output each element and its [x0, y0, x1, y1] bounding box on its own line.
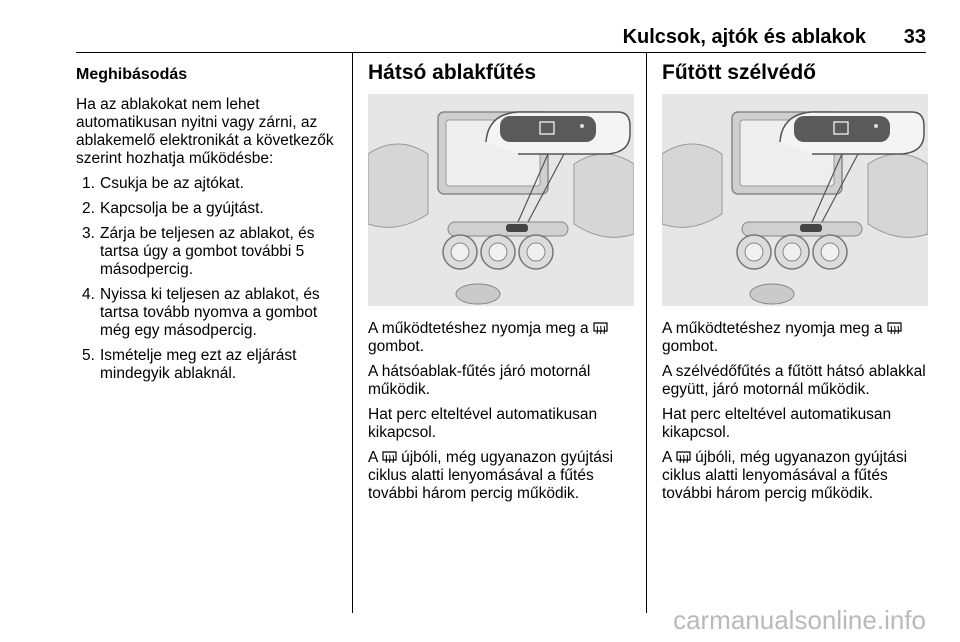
paragraph: A hátsóablak-fűtés járó motornál működik.: [368, 363, 591, 398]
watermark: carmanualsonline.info: [673, 605, 926, 635]
paragraph: Hat perc elteltével automatikusan kikapcsol.: [662, 406, 892, 441]
header-rule: [76, 52, 926, 53]
rear-window-heating-icon: [593, 322, 608, 336]
page-header: [76, 26, 926, 52]
paragraph: Hat perc elteltével automatikusan kikapcsol.: [368, 406, 598, 441]
paragraph: A szélvédőfűtés a fűtött hátsó ablakkal együtt, járó motornál működik.: [662, 363, 926, 398]
paragraph: A újbóli, még ugyanazon gyújtási ciklus alatti lenyomásával a fűtés további három percig működik.: [368, 449, 614, 502]
rear-window-heating-icon: [887, 322, 902, 336]
paragraph: A újbóli, még ugyanazon gyújtási ciklus alatti lenyomásával a fűtés további három percig működik.: [662, 449, 908, 502]
column-divider: [646, 53, 647, 613]
column-rear-window-heating: [368, 62, 634, 510]
paragraph: A működtetéshez nyomja meg a gombot.: [662, 320, 928, 356]
rear-window-heating-icon: [382, 451, 397, 465]
steps-list: [76, 175, 348, 383]
list-item: 1. Csukja be az ajtókat.: [82, 175, 244, 192]
list-item: 3. Zárja be teljesen az ablakot, és tartsa úgy a gombot további 5 másodpercig.: [82, 225, 315, 278]
dashboard-illustration: [368, 94, 634, 306]
column-divider: [352, 53, 353, 613]
list-item: 4. Nyissa ki teljesen az ablakot, és tartsa tovább nyomva a gombot még egy másodpercig.: [82, 286, 320, 339]
header-title: Kulcsok, ajtók és ablakok: [622, 26, 866, 48]
subheading-malfunction: Meghibásodás: [76, 66, 188, 83]
section-heading: Fűtött szélvédő: [662, 61, 817, 84]
rear-window-heating-icon: [676, 451, 691, 465]
dashboard-illustration: [662, 94, 928, 306]
column-heated-windscreen: [662, 62, 928, 510]
list-item: 5. Ismételje meg ezt az eljárást mindegyik ablaknál.: [82, 347, 297, 382]
page-number: 33: [903, 26, 926, 48]
section-heading: Hátsó ablakfűtés: [368, 61, 537, 84]
intro-paragraph: Ha az ablakokat nem lehet automatikusan nyitni vagy zárni, az ablakemelő elektronikát a következők szerint hozhatja működésbe:: [76, 96, 334, 167]
paragraph: A működtetéshez nyomja meg a gombot.: [368, 320, 634, 356]
column-troubleshooting: [76, 62, 348, 390]
list-item: 2. Kapcsolja be a gyújtást.: [82, 200, 264, 217]
